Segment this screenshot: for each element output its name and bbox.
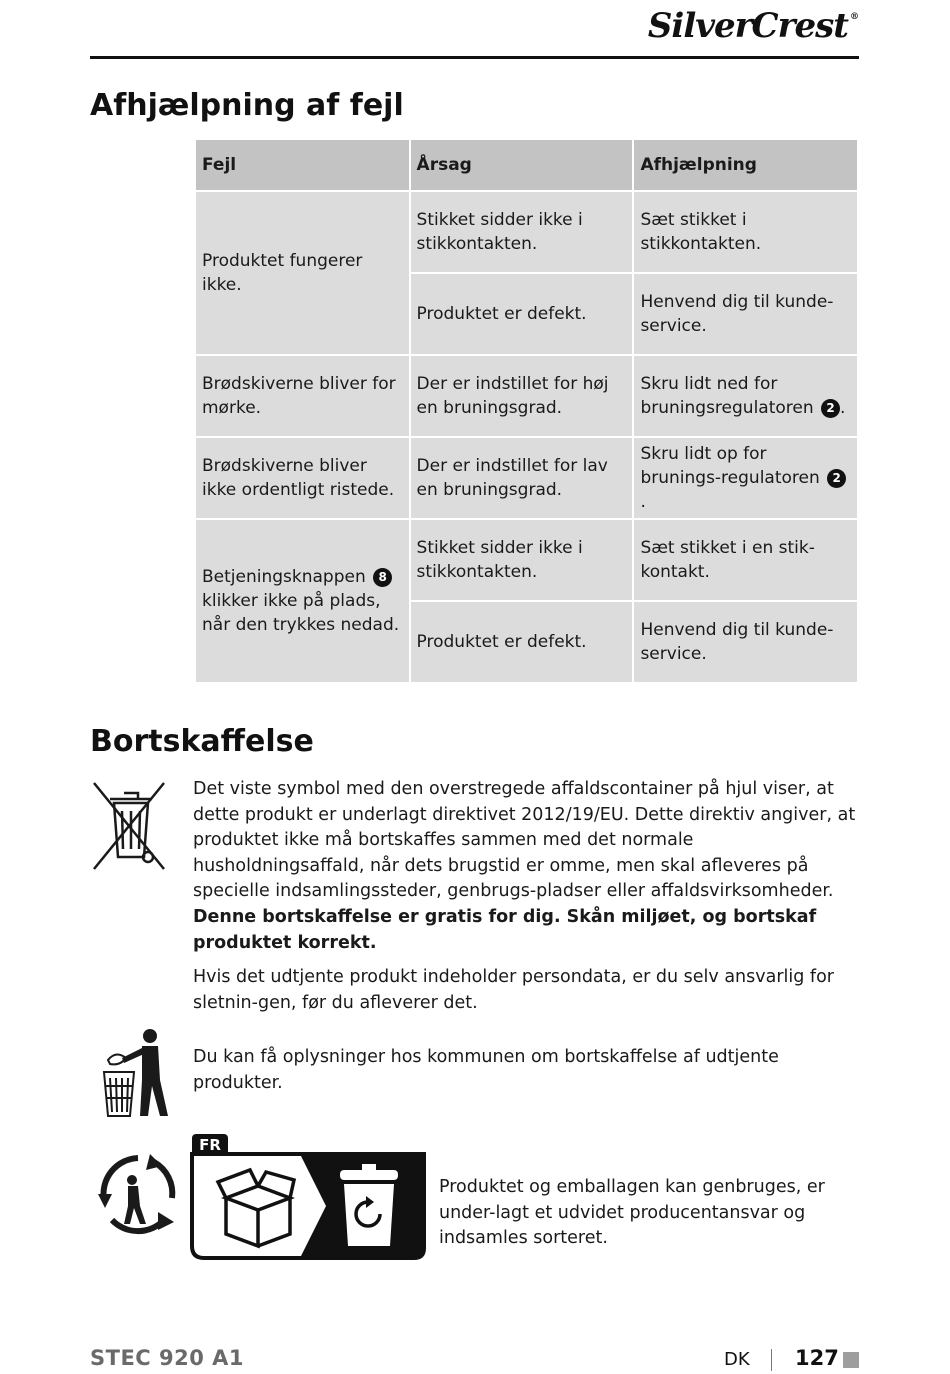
cause-cell: Produktet er defekt. (410, 273, 634, 355)
troubleshooting-table (194, 138, 859, 684)
remedy-cell: Skru lidt ned for bruningsregulatoren 2 . (633, 355, 858, 437)
cause-cell: Der er indstillet for lav en bruningsgrad. (410, 437, 634, 519)
table-row (195, 355, 858, 437)
section-title-troubleshooting: Afhjælpning af fejl (90, 88, 404, 123)
footer-square-marker (843, 1352, 859, 1368)
sorting-info-box (190, 1152, 428, 1260)
fault-cell: Brødskiverne bliver ikke ordentligt ristede. (195, 437, 410, 519)
weee-bold-note: Denne bortskaffelse er gratis for dig. Skån miljøet, og bortskaf produktet korrekt. (193, 907, 817, 953)
table-row (195, 191, 858, 273)
column-header: Årsag (410, 139, 634, 191)
municipality-note: Du kan få oplysninger hos kommunen om bortskaffelse af udtjente produkter. (193, 1047, 779, 1093)
fault-cell: Brødskiverne bliver for mørke. (195, 355, 410, 437)
brand-logo: SilverCrest ® (647, 6, 858, 46)
cause-cell: Produktet er defekt. (410, 601, 634, 683)
footer-model: STEC 920 A1 (90, 1346, 245, 1370)
recycling-note: Produktet og emballagen kan genbruges, er under-lagt et udvidet producentansvar og indsamles sorteret. (439, 1177, 825, 1248)
fr-tab: FR (192, 1134, 228, 1156)
table-header-row (195, 139, 858, 191)
remedy-cell: Sæt stikket i en stik-kontakt. (633, 519, 858, 601)
header-rule (90, 56, 859, 59)
column-header: Fejl (195, 139, 410, 191)
remedy-cell: Sæt stikket i stikkontakten. (633, 191, 858, 273)
section-title-disposal: Bortskaffelse (90, 724, 314, 759)
footer-language: DK (724, 1349, 750, 1370)
remedy-cell: Skru lidt op for brunings-regulatoren 2. (633, 437, 858, 519)
cause-cell: Stikket sidder ikke i stikkontakten. (410, 191, 634, 273)
fault-cell: Produktet fungerer ikke. (195, 191, 410, 355)
cause-cell: Der er indstillet for høj en bruningsgrad. (410, 355, 634, 437)
remedy-cell: Henvend dig til kunde-service. (633, 601, 858, 683)
crossed-bin-icon (90, 779, 168, 873)
footer-divider (771, 1349, 772, 1371)
part-number-badge: 2 (821, 399, 840, 418)
table-row (195, 519, 858, 601)
weee-paragraph: Det viste symbol med den overstregede affaldscontainer på hjul viser, at dette produkt er underlagt direktivet 2012/19/EU. Dette direktiv angiver, at produktet ikke må bortskaffes sammen med det normale husholdningsaffald, når dets brugstid er omme, men skal afleveres på specielle indsamlingssteder, genbrugs-pladser eller affaldsvirksomheder. (193, 779, 856, 901)
triman-icon (92, 1150, 184, 1236)
remedy-cell: Henvend dig til kunde-service. (633, 273, 858, 355)
column-header: Afhjælpning (633, 139, 858, 191)
cause-cell: Stikket sidder ikke i stikkontakten. (410, 519, 634, 601)
page-number: 127 (795, 1346, 839, 1370)
table-row (195, 437, 858, 519)
fault-cell: Betjeningsknappen 8 klikker ikke på plads, når den trykkes nedad. (195, 519, 410, 683)
tidy-man-icon (98, 1028, 172, 1120)
personal-data-note: Hvis det udtjente produkt indeholder persondata, er du selv ansvarlig for sletnin-gen, før du afleverer det. (193, 967, 834, 1013)
part-number-badge: 8 (373, 568, 392, 587)
part-number-badge: 2 (827, 469, 846, 488)
